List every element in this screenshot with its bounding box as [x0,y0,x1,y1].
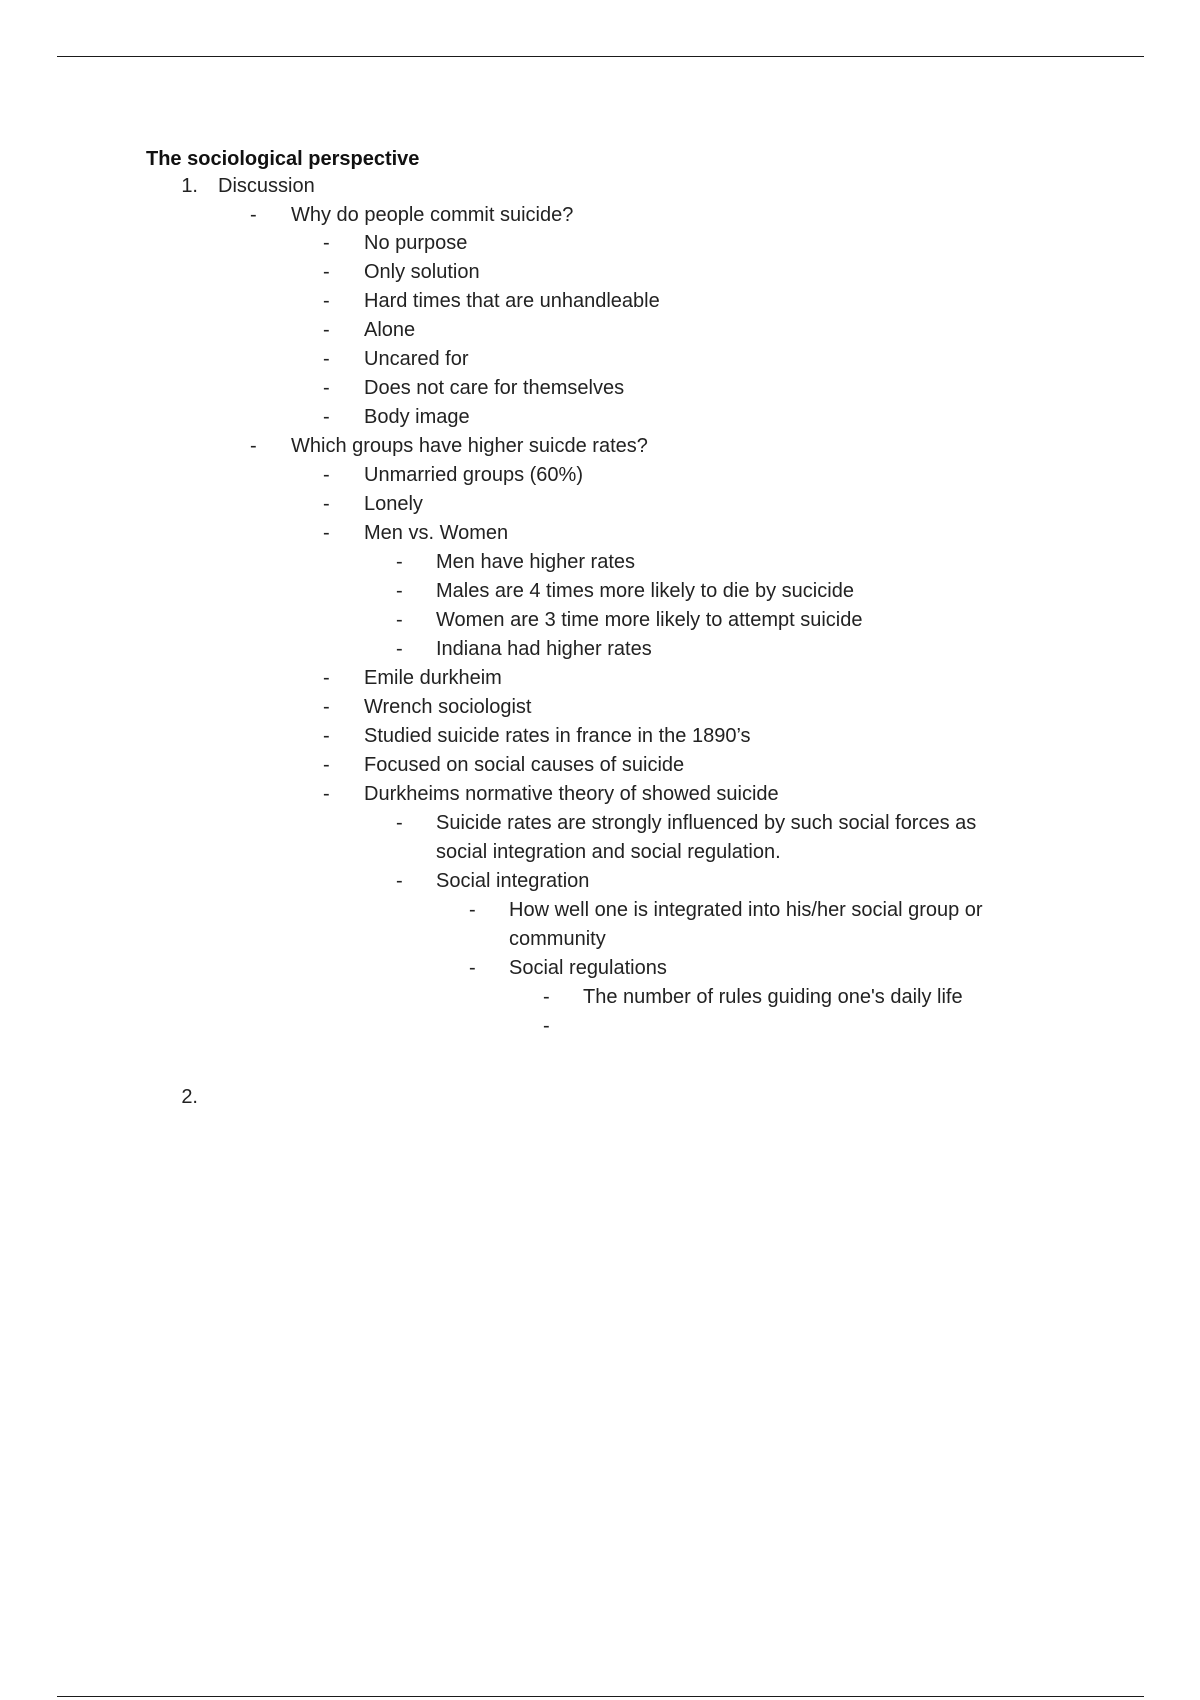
list-item-text: Suicide rates are strongly influenced by such social forces as [436,812,977,834]
list-item-text: Studied suicide rates in france in the 1890’s [364,725,751,747]
list-item-text: Hard times that are unhandleable [364,290,660,312]
page-title: The sociological perspective [146,148,420,170]
bullet-dash: - [323,667,330,689]
bullet-dash: - [323,754,330,776]
list-item-text: Why do people commit suicide? [291,204,574,226]
bullet-dash: - [250,435,257,457]
bullet-dash: - [323,261,330,283]
list-item-text: Social integration [436,870,590,892]
bullet-dash: - [396,580,403,602]
list-item-text: Men have higher rates [436,551,636,573]
list-number: 2. [181,1086,198,1108]
list-item-text: Only solution [364,261,480,283]
bullet-dash: - [323,464,330,486]
bullet-dash: - [396,551,403,573]
list-item-text: The number of rules guiding one's daily life [583,986,963,1008]
bullet-dash: - [543,986,550,1008]
list-item-text: Focused on social causes of suicide [364,754,685,776]
bullet-dash: - [396,609,403,631]
list-item-text: No purpose [364,232,468,254]
list-item-text: Males are 4 times more likely to die by sucicide [436,580,854,602]
list-item-text: Uncared for [364,348,469,370]
list-item-text: Wrench sociologist [364,696,532,718]
list-item-continuation: social integration and social regulation. [436,841,781,863]
bullet-dash: - [469,899,476,921]
bullet-dash: - [323,406,330,428]
bullet-dash: - [323,522,330,544]
bullet-dash: - [323,696,330,718]
list-item-text: Indiana had higher rates [436,638,652,660]
list-item-text: Unmarried groups (60%) [364,464,583,486]
list-item-text: Lonely [364,493,423,515]
list-item-text: Does not care for themselves [364,377,625,399]
bullet-dash: - [396,638,403,660]
bullet-dash: - [323,783,330,805]
list-number: 1. [181,175,198,197]
list-item-continuation: community [509,928,606,950]
bullet-dash: - [250,204,257,226]
list-item-text: How well one is integrated into his/her social group or [509,899,983,921]
list-item-text: Men vs. Women [364,522,509,544]
bottom-rule [57,1696,1144,1697]
list-item-text: Which groups have higher suicde rates? [291,435,648,457]
bullet-dash: - [323,232,330,254]
list-item-text: Emile durkheim [364,667,502,689]
bullet-dash: - [396,812,403,834]
bullet-dash: - [323,725,330,747]
bullet-dash: - [323,290,330,312]
top-rule [57,56,1144,57]
bullet-dash: - [323,348,330,370]
list-item-text: Social regulations [509,957,667,979]
bullet-dash: - [396,870,403,892]
bullet-dash: - [543,1015,550,1037]
list-item-text: Body image [364,406,470,428]
list-item-text: Durkheims normative theory of showed suicide [364,783,779,805]
bullet-dash: - [323,493,330,515]
list-item-text: Alone [364,319,416,341]
bullet-dash: - [323,319,330,341]
bullet-dash: - [323,377,330,399]
numbered-item-label: Discussion [218,175,315,197]
bullet-dash: - [469,957,476,979]
list-item-text: Women are 3 time more likely to attempt suicide [436,609,863,631]
